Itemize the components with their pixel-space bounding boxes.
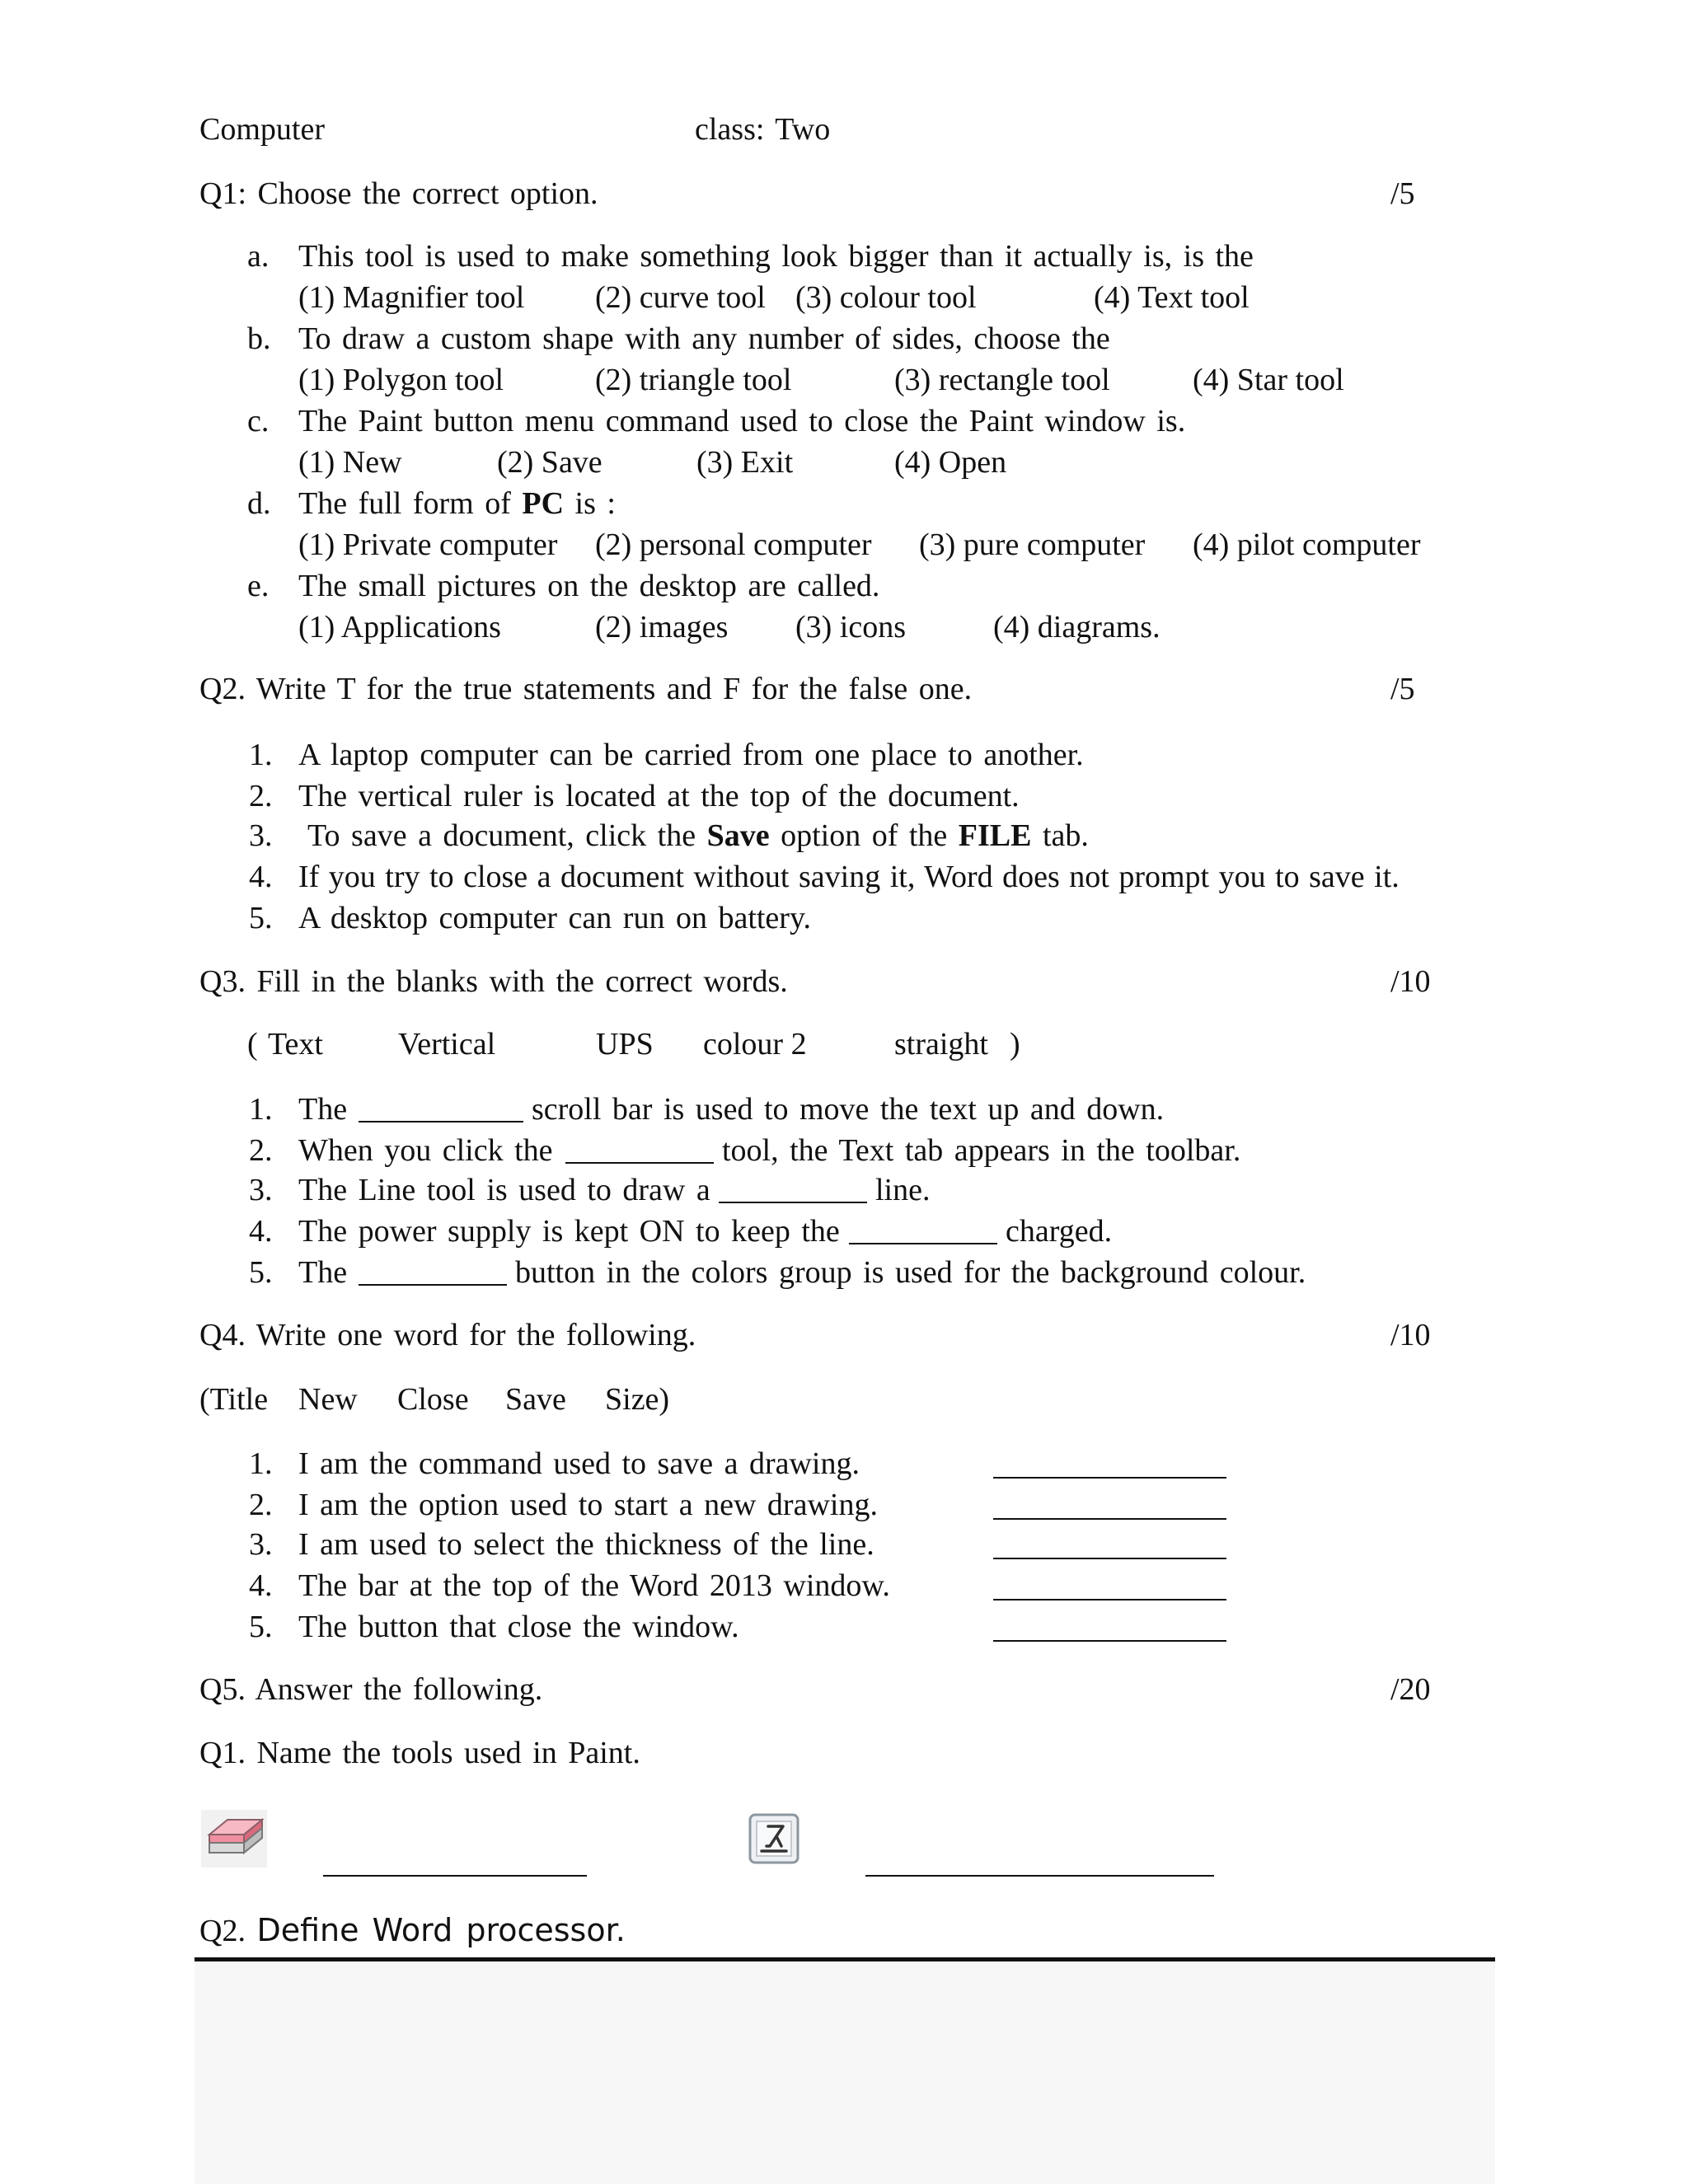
q1-item-label: e. — [247, 569, 270, 603]
q3-item-before: The — [298, 1092, 348, 1127]
q1-option: (4) pilot computer — [1193, 527, 1421, 562]
word-bank-close: Size) — [605, 1382, 670, 1417]
q5-sub2-label: Q2. — [199, 1914, 246, 1948]
word-bank-word: straight — [894, 1027, 988, 1062]
q2-item-text — [307, 820, 1089, 851]
q4-item-text: I am the option used to start a new drawing. — [298, 1488, 878, 1522]
q2-item-label: 5. — [249, 901, 273, 935]
answer-blank[interactable] — [993, 1558, 1226, 1559]
answer-blank[interactable] — [323, 1875, 587, 1877]
word-bank-close: ) — [1010, 1027, 1020, 1062]
q4-item-label: 5. — [249, 1610, 273, 1644]
q1-option: (3) colour tool — [795, 280, 977, 315]
q1-option: (4) Text tool — [1094, 280, 1250, 315]
answer-blank[interactable] — [993, 1640, 1226, 1642]
q3-item-before: The power supply is kept ON to keep the — [298, 1214, 840, 1249]
q4-item-label: 2. — [249, 1488, 273, 1522]
q1-option: (4) Star tool — [1193, 363, 1344, 397]
q1-item-label: c. — [247, 404, 270, 438]
q1-item-text: This tool is used to make something look bigger than it actually is, is the — [298, 239, 1254, 274]
word-bank-word: Close — [397, 1382, 469, 1417]
save-bold: Save — [706, 818, 770, 853]
subject-heading: Computer — [199, 112, 325, 147]
q3-item-after: tool, the Text tab appears in the toolbar. — [722, 1133, 1241, 1168]
q4-item-label: 1. — [249, 1446, 273, 1481]
file-bold: FILE — [958, 818, 1032, 853]
q4-marks: /10 — [1390, 1318, 1431, 1352]
q1-item-text-before: The full form of — [298, 486, 523, 521]
q1-option: (3) rectangle tool — [894, 363, 1110, 397]
q1-option: (1) Private computer — [298, 527, 558, 562]
answer-blank[interactable] — [865, 1875, 1214, 1877]
q1-title: Q1: Choose the correct option. — [199, 176, 598, 211]
q1-marks: /5 — [1390, 176, 1415, 211]
q4-item-text: The button that close the window. — [298, 1610, 739, 1644]
q2-title: Q2. Write T for the true statements and F for the false one. — [199, 672, 973, 706]
q3-item-label: 2. — [249, 1133, 273, 1168]
q4-item-text: I am the command used to save a drawing. — [298, 1446, 860, 1481]
q1-option: (4) diagrams. — [993, 610, 1160, 644]
word-bank-word: New — [298, 1382, 358, 1417]
q4-item-text: I am used to select the thickness of the line. — [298, 1527, 874, 1562]
q1-item-label: d. — [247, 486, 271, 521]
q4-item-label: 4. — [249, 1568, 273, 1603]
q1-option: (3) pure computer — [919, 527, 1146, 562]
answer-blank[interactable] — [359, 1121, 523, 1122]
q3-item-label: 3. — [249, 1173, 273, 1207]
word-bank-open: ( — [247, 1027, 258, 1062]
q1-option: (4) Open — [894, 445, 1007, 480]
q1-option: (2) images — [595, 610, 729, 644]
q1-option: (2) triangle tool — [595, 363, 792, 397]
q5-sub1: Q1. Name the tools used in Paint. — [199, 1736, 640, 1770]
q1-option: (1) Magnifier tool — [298, 280, 525, 315]
q2-marks: /5 — [1390, 672, 1415, 706]
q1-item-text — [298, 488, 616, 519]
pc-bold: PC — [522, 486, 565, 521]
q1-option: (1) Polygon tool — [298, 363, 504, 397]
q1-option: (1) Applications — [298, 610, 501, 644]
q3-item-label: 1. — [249, 1092, 273, 1127]
q1-option: (1) New — [298, 445, 402, 480]
answer-blank[interactable] — [719, 1202, 867, 1203]
answer-blank[interactable] — [993, 1518, 1226, 1520]
q2-item-text-part: option of the — [769, 818, 959, 853]
q1-option: (3) Exit — [696, 445, 794, 480]
q2-item-text: If you try to close a document without saving it, Word does not prompt you to save it. — [298, 860, 1400, 894]
q1-option: (3) icons — [795, 610, 907, 644]
word-bank-word: colour 2 — [703, 1027, 807, 1062]
q3-item-before: The — [298, 1255, 348, 1290]
q4-item-text: The bar at the top of the Word 2013 window. — [298, 1568, 890, 1603]
q4-item-label: 3. — [249, 1527, 273, 1562]
q1-option: (2) curve tool — [595, 280, 766, 315]
answer-blank[interactable] — [565, 1162, 714, 1164]
word-bank-open: (Title — [199, 1382, 269, 1417]
q3-title: Q3. Fill in the blanks with the correct words. — [199, 964, 788, 999]
q5-title: Q5. Answer the following. — [199, 1672, 543, 1707]
q3-item-after: button in the colors group is used for the background colour. — [515, 1255, 1306, 1290]
answer-blank[interactable] — [993, 1477, 1226, 1479]
q1-option: (2) Save — [497, 445, 603, 480]
q1-item-label: b. — [247, 321, 271, 356]
q2-item-text: The vertical ruler is located at the top of the document. — [298, 779, 1020, 813]
class-heading: class: Two — [695, 112, 831, 147]
q1-item-label: a. — [247, 239, 270, 274]
q1-item-text: The Paint button menu command used to close the Paint window is. — [298, 404, 1186, 438]
q2-item-label: 4. — [249, 860, 273, 894]
q5-sub2-text: Define Word processor. — [256, 1912, 626, 1948]
q4-title: Q4. Write one word for the following. — [199, 1318, 696, 1352]
q3-item-after: line. — [875, 1173, 931, 1207]
answer-blank[interactable] — [849, 1243, 997, 1244]
answer-blank[interactable] — [993, 1599, 1226, 1601]
q3-item-label: 4. — [249, 1214, 273, 1249]
q2-item-text: A desktop computer can run on battery. — [298, 901, 811, 935]
q5-sub2 — [199, 1912, 626, 1948]
q3-item-after: charged. — [1006, 1214, 1113, 1249]
q3-item-label: 5. — [249, 1255, 273, 1290]
q2-item-label: 3. — [249, 818, 273, 853]
word-bank-word: Text — [268, 1027, 323, 1062]
q2-item-text-part: tab. — [1031, 818, 1089, 853]
q3-item-after: scroll bar is used to move the text up and down. — [532, 1092, 1165, 1127]
word-bank-word: Save — [505, 1382, 566, 1417]
answer-area[interactable] — [195, 1961, 1495, 2184]
q2-item-label: 2. — [249, 779, 273, 813]
answer-blank[interactable] — [359, 1284, 507, 1286]
q1-item-text-after: is : — [564, 486, 616, 521]
word-bank-word: Vertical — [398, 1027, 496, 1062]
q1-option: (2) personal computer — [595, 527, 872, 562]
q3-item-before: The Line tool is used to draw a — [298, 1173, 710, 1207]
q2-item-label: 1. — [249, 738, 273, 772]
q2-item-text-part: To save a document, click the — [307, 818, 707, 853]
q5-marks: /20 — [1390, 1672, 1431, 1707]
word-bank-word: UPS — [596, 1027, 654, 1062]
q3-item-before: When you click the — [298, 1133, 553, 1168]
q1-item-text: The small pictures on the desktop are called. — [298, 569, 880, 603]
q1-item-text: To draw a custom shape with any number of sides, choose the — [298, 321, 1110, 356]
q2-item-text: A laptop computer can be carried from one place to another. — [298, 738, 1084, 772]
text-tool-icon — [748, 1813, 799, 1864]
eraser-icon — [198, 1805, 272, 1871]
q3-marks: /10 — [1390, 964, 1431, 999]
